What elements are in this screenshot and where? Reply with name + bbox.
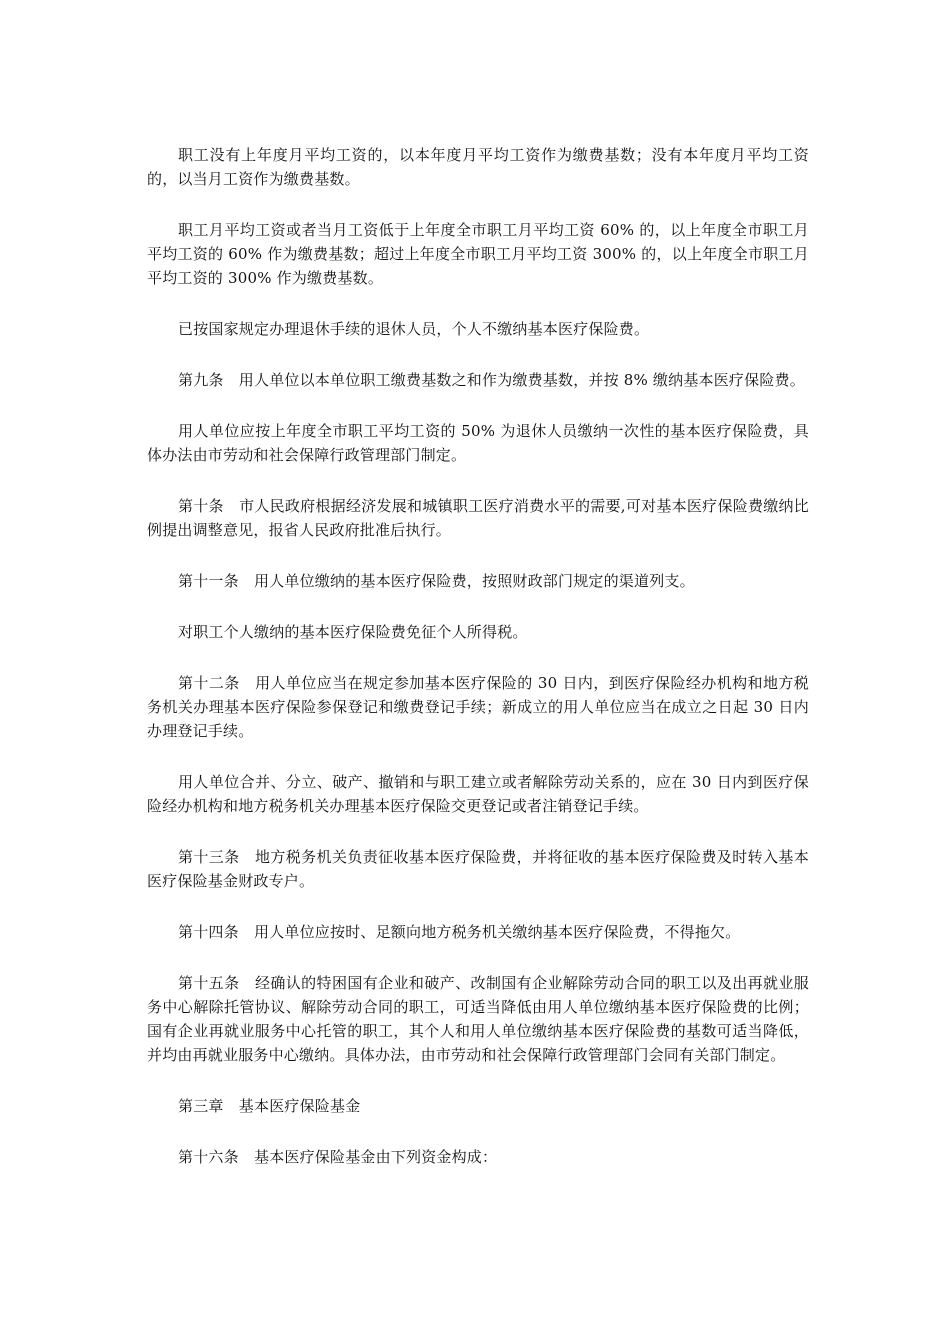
article-9: 第九条 用人单位以本单位职工缴费基数之和作为缴费基数，并按 8% 缴纳基本医疗保险费。 [178,371,805,389]
paragraph: 用人单位合并、分立、破产、撤销和与职工建立或者解除劳动关系的，应在 30 日内到医疗保险经办机构和地方税务机关办理基本医疗保险交更登记或者注销登记手续。 [147,773,809,815]
document-body [147,143,809,1196]
paragraph: 用人单位应按上年度全市职工平均工资的 50% 为退休人员缴纳一次性的基本医疗保险费，具体办法由市劳动和社会保障行政管理部门制定。 [147,422,809,464]
article-12: 第十二条 用人单位应当在规定参加基本医疗保险的 30 日内，到医疗保险经办机构和地方税务机关办理基本医疗保险参保登记和缴费登记手续；新成立的用人单位应当在成立之日起 30 日内办理登记手续。 [147,674,809,740]
article-14: 第十四条 用人单位应按时、足额向地方税务机关缴纳基本医疗保险费，不得拖欠。 [178,923,741,941]
chapter-3-heading: 第三章 基本医疗保险基金 [178,1097,361,1115]
article-10: 第十条 市人民政府根据经济发展和城镇职工医疗消费水平的需要,可对基本医疗保险费缴纳比例提出调整意见，报省人民政府批准后执行。 [147,497,809,539]
article-13: 第十三条 地方税务机关负责征收基本医疗保险费，并将征收的基本医疗保险费及时转入基本医疗保险基金财政专户。 [147,848,809,890]
paragraph: 已按国家规定办理退休手续的退休人员，个人不缴纳基本医疗保险费。 [178,320,650,338]
article-15: 第十五条 经确认的特困国有企业和破产、改制国有企业解除劳动合同的职工以及出再就业服务中心解除托管协议、解除劳动合同的职工，可适当降低由用人单位缴纳基本医疗保险费的比例；国有企业再就业服务中心托管的职工，其个人和用人单位缴纳基本医疗保险费的基数可适当降低，并均由再就业服务中心缴纳。具体办法，由市劳动和社会保障行政管理部门会同有关部门制定。 [147,974,809,1064]
paragraph: 职工没有上年度月平均工资的，以本年度月平均工资作为缴费基数；没有本年度月平均工资的，以当月工资作为缴费基数。 [147,146,809,188]
paragraph: 职工月平均工资或者当月工资低于上年度全市职工月平均工资 60% 的，以上年度全市职工月平均工资的 60% 作为缴费基数；超过上年度全市职工月平均工资 300% 的，以上年度全市职工月平均工资的 300% 作为缴费基数。 [147,221,809,287]
paragraph: 对职工个人缴纳的基本医疗保险费免征个人所得税。 [178,623,528,641]
article-11: 第十一条 用人单位缴纳的基本医疗保险费，按照财政部门规定的渠道列支。 [178,572,695,590]
article-16: 第十六条 基本医疗保险基金由下列资金构成： [178,1148,498,1166]
